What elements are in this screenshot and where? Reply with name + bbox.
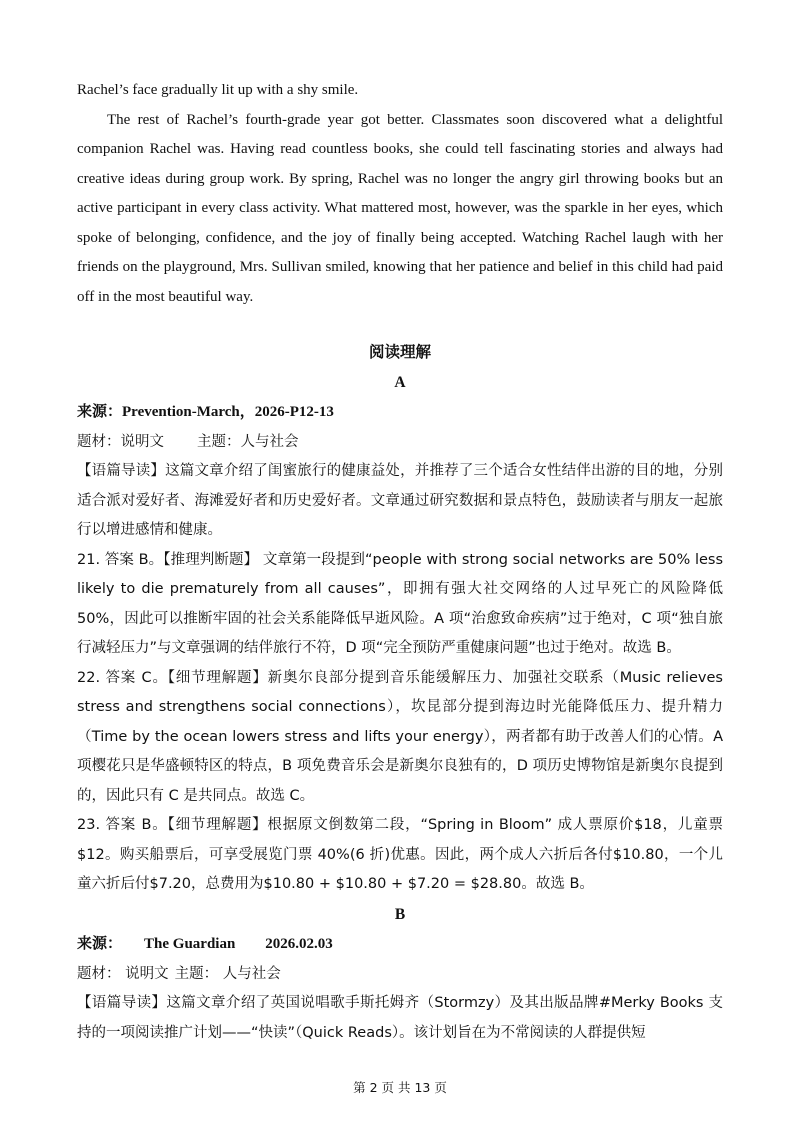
- part-a-source-label: 来源：: [77, 402, 123, 420]
- part-b-heading: B: [394, 905, 406, 923]
- part-b-source-value: The Guardian: [144, 936, 236, 952]
- part-b-theme: 主题： 人与社会: [174, 965, 281, 982]
- part-a-genre: 题材：说明文: [77, 433, 164, 450]
- part-b-source-date: 2026.02.03: [265, 936, 333, 952]
- answer-23: 23. 答案 B。【细节理解题】根据原文倒数第二段，“Spring in Bloom” 成人票原价$18，儿童票$12。购买船票后，可享受展览门票 40%(6 折)优惠。因此，两个成人六折后各付$10.80，一个儿童六折后付$7.20，总费用为$10.80 + $10.80 + $7.20 = $28.80。故选 B。: [77, 817, 723, 892]
- part-a-theme: 主题：人与社会: [197, 433, 299, 450]
- part-a-source: [77, 397, 723, 428]
- part-b-guide: 【语篇导读】这篇文章介绍了英国说唱歌手斯托姆齐（Stormzy）及其出版品牌#Merky Books 支持的一项阅读推广计划——“快读”（Quick Reads）。该计划旨在为不常阅读的人群提供短: [77, 995, 723, 1041]
- answer-22: 22. 答案 C。【细节理解题】新奥尔良部分提到音乐能缓解压力、加强社交联系（Music relieves stress and strengthens social connections），坎昆部分提到海边时光能降低压力、提升精力（Time by the ocean lowers stress and lifts your energy），两者都有助于改善人们的心情。A 项樱花只是华盛顿特区的特点，B 项免费音乐会是新奥尔良独有的，D 项历史博物馆是新奥尔良提到的，因此只有 C 是共同点。故选 C。: [77, 669, 723, 804]
- part-b-source-label: 来源：: [77, 934, 123, 952]
- answer-21: 21. 答案 B。【推理判断题】 文章第一段提到“people with strong social networks are 50% less likely to die prematurely from all causes”，即拥有强大社交网络的人过早死亡的风险降低 50%，因此可以推断牢固的社会关系能降低早逝风险。A 项“治愈致命疾病”过于绝对，C 项“独自旅行减轻压力”与文章强调的结伴旅行不符，D 项“完全预防严重健康问题”也过于绝对。故选 B。: [77, 551, 723, 656]
- part-b-source: [77, 929, 723, 960]
- story-paragraph: The rest of Rachel’s fourth-grade year got better. Classmates soon discovered what a delightful companion Rachel was. Having read countless books, she could tell fascinating stories and always had creative ideas during group work. By spring, Rachel was no longer the angry girl throwing books but an active participant in every class activity. What mattered most, however, was the sparkle in her eyes, which spoke of belonging, confidence, and the joy of finally being accepted. Watching Rachel laugh with her friends on the playground, Mrs. Sullivan smiled, knowing that her patience and belief in this child had paid off in the most beautiful way.: [77, 111, 723, 305]
- part-b-meta: [77, 960, 723, 990]
- part-a-meta: [77, 428, 723, 458]
- part-b-genre: 题材： 说明文: [77, 965, 169, 982]
- part-a-heading: A: [394, 373, 406, 391]
- page-footer: 第 2 页 共 13 页: [353, 1080, 447, 1095]
- page-content: [77, 76, 723, 1048]
- part-a-source-value: Prevention-March，2026-P12-13: [122, 404, 334, 420]
- story-line: Rachel’s face gradually lit up with a shy smile.: [77, 82, 359, 98]
- section-title: 阅读理解: [368, 343, 431, 361]
- part-a-guide: 【语篇导读】这篇文章介绍了闺蜜旅行的健康益处，并推荐了三个适合女性结伴出游的目的地，分别适合派对爱好者、海滩爱好者和历史爱好者。文章通过研究数据和景点特色，鼓励读者与朋友一起旅行以增进感情和健康。: [77, 463, 723, 538]
